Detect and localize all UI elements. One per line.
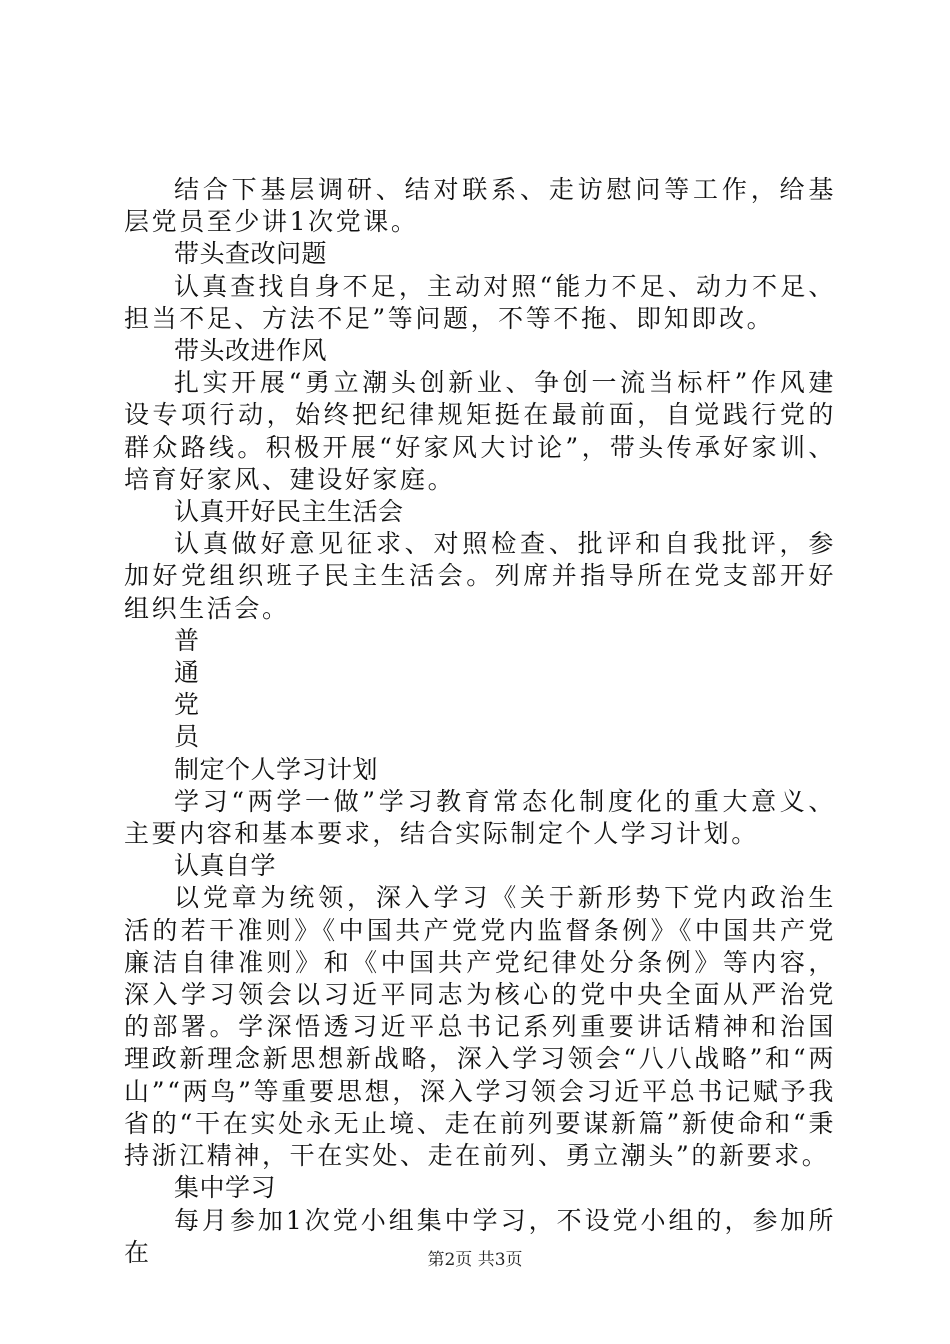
body-paragraph: 学习“两学一做”学习教育常态化制度化的重大意义、主要内容和基本要求，结合实际制定个人学习计划。 <box>124 786 836 849</box>
section-heading: 带头查改问题 <box>174 239 328 269</box>
body-paragraph: 结合下基层调研、结对联系、走访慰问等工作，给基层党员至少讲1次党课。 <box>124 175 836 237</box>
document-body <box>124 174 836 1269</box>
body-paragraph: 以党章为统领，深入学习《关于新形势下党内政治生活的若干准则》《中国共产党党内监督条例》《中国共产党廉洁自律准则》和《中国共产党纪律处分条例》等内容，深入学习领会以习近平同志为核心的党中央全面从严治党的部署。学深悟透习近平总书记系列重要讲话精神和治国理政新理念新思想新战略，深入学习领会“八八战略”和“两山”“两鸟”等重要思想，深入学习领会习近平总书记赋予我省的“干在实处永无止境、走在前列要谋新篇”新使命和“秉持浙江精神，干在实处、走在前列、勇立潮头”的新要求。 <box>124 883 836 1171</box>
section-heading: 认真开好民主生活会 <box>174 497 404 527</box>
vertical-heading-char: 员 <box>174 722 200 752</box>
section-heading: 集中学习 <box>174 1173 277 1203</box>
body-paragraph: 扎实开展“勇立潮头创新业、争创一流当标杆”作风建设专项行动，始终把纪律规矩挺在最前面，自觉践行党的群众路线。积极开展“好家风大讨论”，带头传承好家训、培育好家风、建设好家庭。 <box>124 368 836 494</box>
page-number-footer: 第2页 共3页 <box>427 1250 523 1270</box>
body-paragraph: 每月参加1次党小组集中学习，不设党小组的，参加所在 <box>124 1205 836 1267</box>
body-paragraph: 认真查找自身不足，主动对照“能力不足、动力不足、担当不足、方法不足”等问题，不等不拖、即知即改。 <box>124 271 836 333</box>
vertical-heading-char: 党 <box>174 690 200 720</box>
section-heading: 认真自学 <box>174 851 277 881</box>
vertical-heading-char: 普 <box>174 625 200 655</box>
vertical-heading-char: 通 <box>174 658 200 688</box>
section-heading: 带头改进作风 <box>174 336 328 366</box>
body-paragraph: 认真做好意见征求、对照检查、批评和自我批评，参加好党组织班子民主生活会。列席并指导所在党支部开好组织生活会。 <box>124 529 836 623</box>
section-heading: 制定个人学习计划 <box>174 754 379 784</box>
